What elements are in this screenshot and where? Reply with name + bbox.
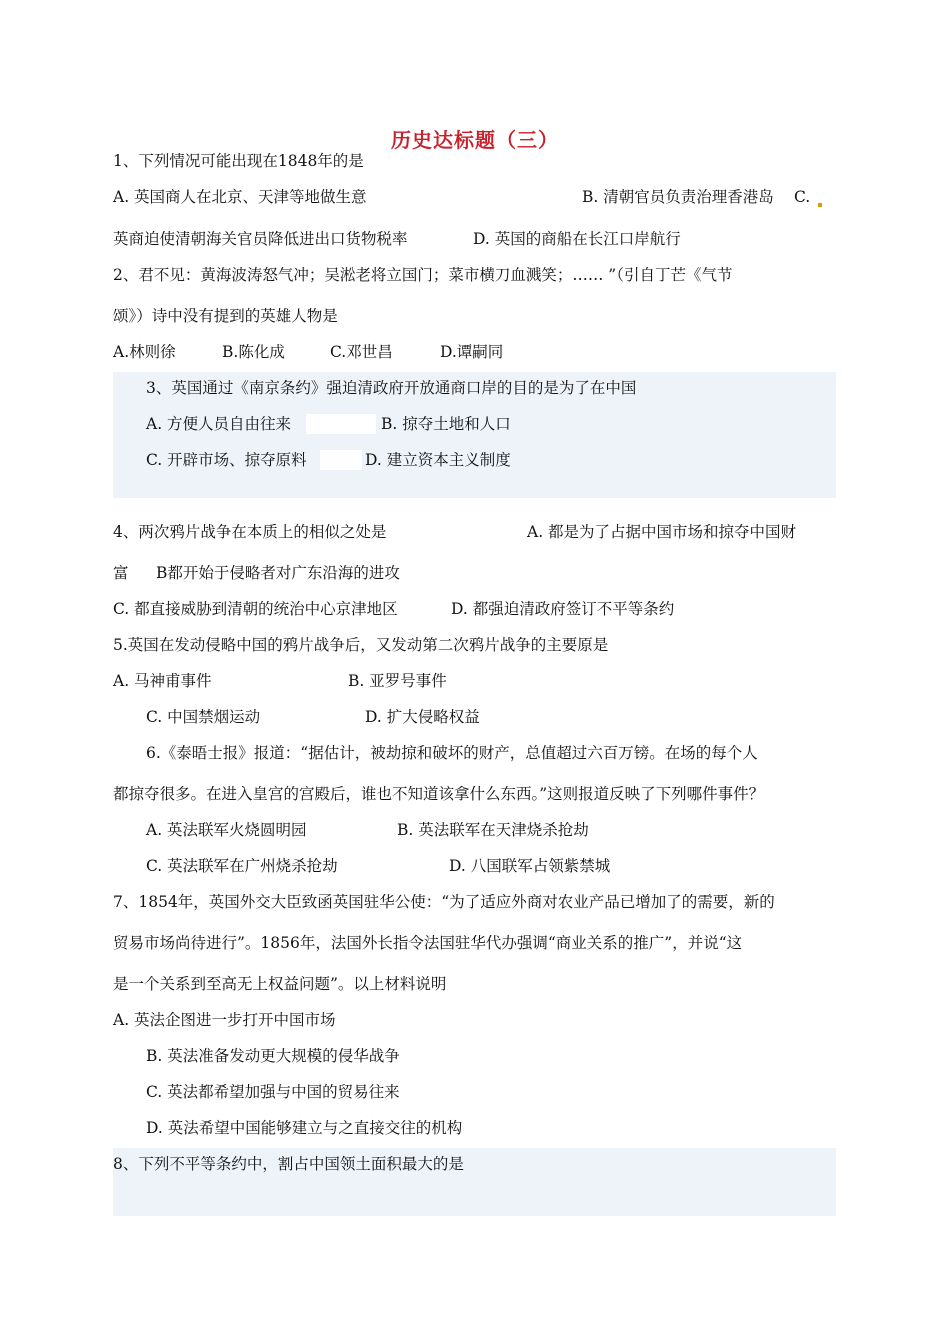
question-6-stem: 6.《泰晤士报》报道：“据估计，被劫掠和破坏的财产，总值超过六百万镑。在场的每个人 (146, 744, 758, 762)
question-7-option-d: D. 英法希望中国能够建立与之直接交往的机构 (146, 1119, 463, 1137)
question-6-option-d: D. 八国联军占领紫禁城 (449, 857, 611, 875)
question-1-option-c: 英商迫使清朝海关官员降低进出口货物税率 (113, 230, 408, 248)
question-5-stem: 5.英国在发动侵略中国的鸦片战争后，又发动第二次鸦片战争的主要原是 (113, 636, 609, 654)
question-3-stem: 3、英国通过《南京条约》强迫清政府开放通商口岸的目的是为了在中国 (146, 379, 637, 397)
page-title: 历史达标题（三） (391, 128, 559, 152)
question-1-option-b: B. 清朝官员负责治理香港岛 (582, 188, 774, 206)
question-6-stem: 都掠夺很多。在进入皇宫的宫殿后，谁也不知道该拿什么东西。”这则报道反映了下列哪件事件？ (113, 785, 765, 803)
question-3-option-a: A. 方便人员自由往来 (146, 415, 292, 433)
question-3-option-d: D. 建立资本主义制度 (365, 451, 511, 469)
scan-speck (818, 203, 822, 207)
question-7-option-b: B. 英法准备发动更大规模的侵华战争 (146, 1047, 400, 1065)
question-2-option-c: C.邓世昌 (330, 343, 393, 361)
question-4-option-a-cont: 富 (113, 564, 129, 582)
question-7-option-c: C. 英法都希望加强与中国的贸易往来 (146, 1083, 400, 1101)
question-5-option-c: C. 中国禁烟运动 (146, 708, 261, 726)
question-6-option-a: A. 英法联军火烧圆明园 (146, 821, 307, 839)
question-7-stem: 是一个关系到至高无上权益问题”。以上材料说明 (113, 975, 447, 993)
white-gap (320, 450, 362, 470)
question-2-stem: 2、君不见：黄海波涛怒气冲；吴淞老将立国门；菜市横刀血溅笑；…… ”（引自丁芒《气节 (113, 266, 733, 284)
question-1-option-d: D. 英国的商船在长江口岸航行 (473, 230, 681, 248)
question-5-option-b: B. 亚罗号事件 (348, 672, 447, 690)
question-2-option-a: A.林则徐 (113, 343, 176, 361)
question-1-option-c-label: C. (794, 188, 811, 206)
question-7-stem: 7、1854年，英国外交大臣致函英国驻华公使：“为了适应外商对农业产品已增加了的需要，新的 (113, 893, 775, 911)
white-gap (306, 414, 376, 434)
question-4-option-b: B都开始于侵略者对广东沿海的进攻 (156, 564, 400, 582)
question-6-option-c: C. 英法联军在广州烧杀抢劫 (146, 857, 338, 875)
question-7-option-a: A. 英法企图进一步打开中国市场 (113, 1011, 336, 1029)
question-1-stem: 1、下列情况可能出现在1848年的是 (113, 152, 364, 170)
question-2-option-d: D.谭嗣同 (440, 343, 504, 361)
question-5-option-d: D. 扩大侵略权益 (365, 708, 480, 726)
question-6-option-b: B. 英法联军在天津烧杀抢劫 (397, 821, 589, 839)
question-4-option-c: C. 都直接威胁到清朝的统治中心京津地区 (113, 600, 398, 618)
question-7-stem: 贸易市场尚待进行”。1856年，法国外长指令法国驻华代办强调“商业关系的推广”，并说“这 (113, 934, 743, 952)
question-2-option-b: B.陈化成 (222, 343, 285, 361)
question-5-option-a: A. 马神甫事件 (113, 672, 212, 690)
question-8-stem: 8、下列不平等条约中，割占中国领土面积最大的是 (113, 1155, 464, 1173)
question-2-stem: 颂》）诗中没有提到的英雄人物是 (113, 307, 338, 325)
question-4-option-d: D. 都强迫清政府签订不平等条约 (451, 600, 675, 618)
question-4-option-a: A. 都是为了占据中国市场和掠夺中国财 (527, 523, 797, 541)
question-4-stem: 4、两次鸦片战争在本质上的相似之处是 (113, 523, 387, 541)
question-3-option-c: C. 开辟市场、掠夺原料 (146, 451, 307, 469)
question-1-option-a: A. 英国商人在北京、天津等地做生意 (113, 188, 367, 206)
question-3-option-b: B. 掠夺土地和人口 (381, 415, 511, 433)
